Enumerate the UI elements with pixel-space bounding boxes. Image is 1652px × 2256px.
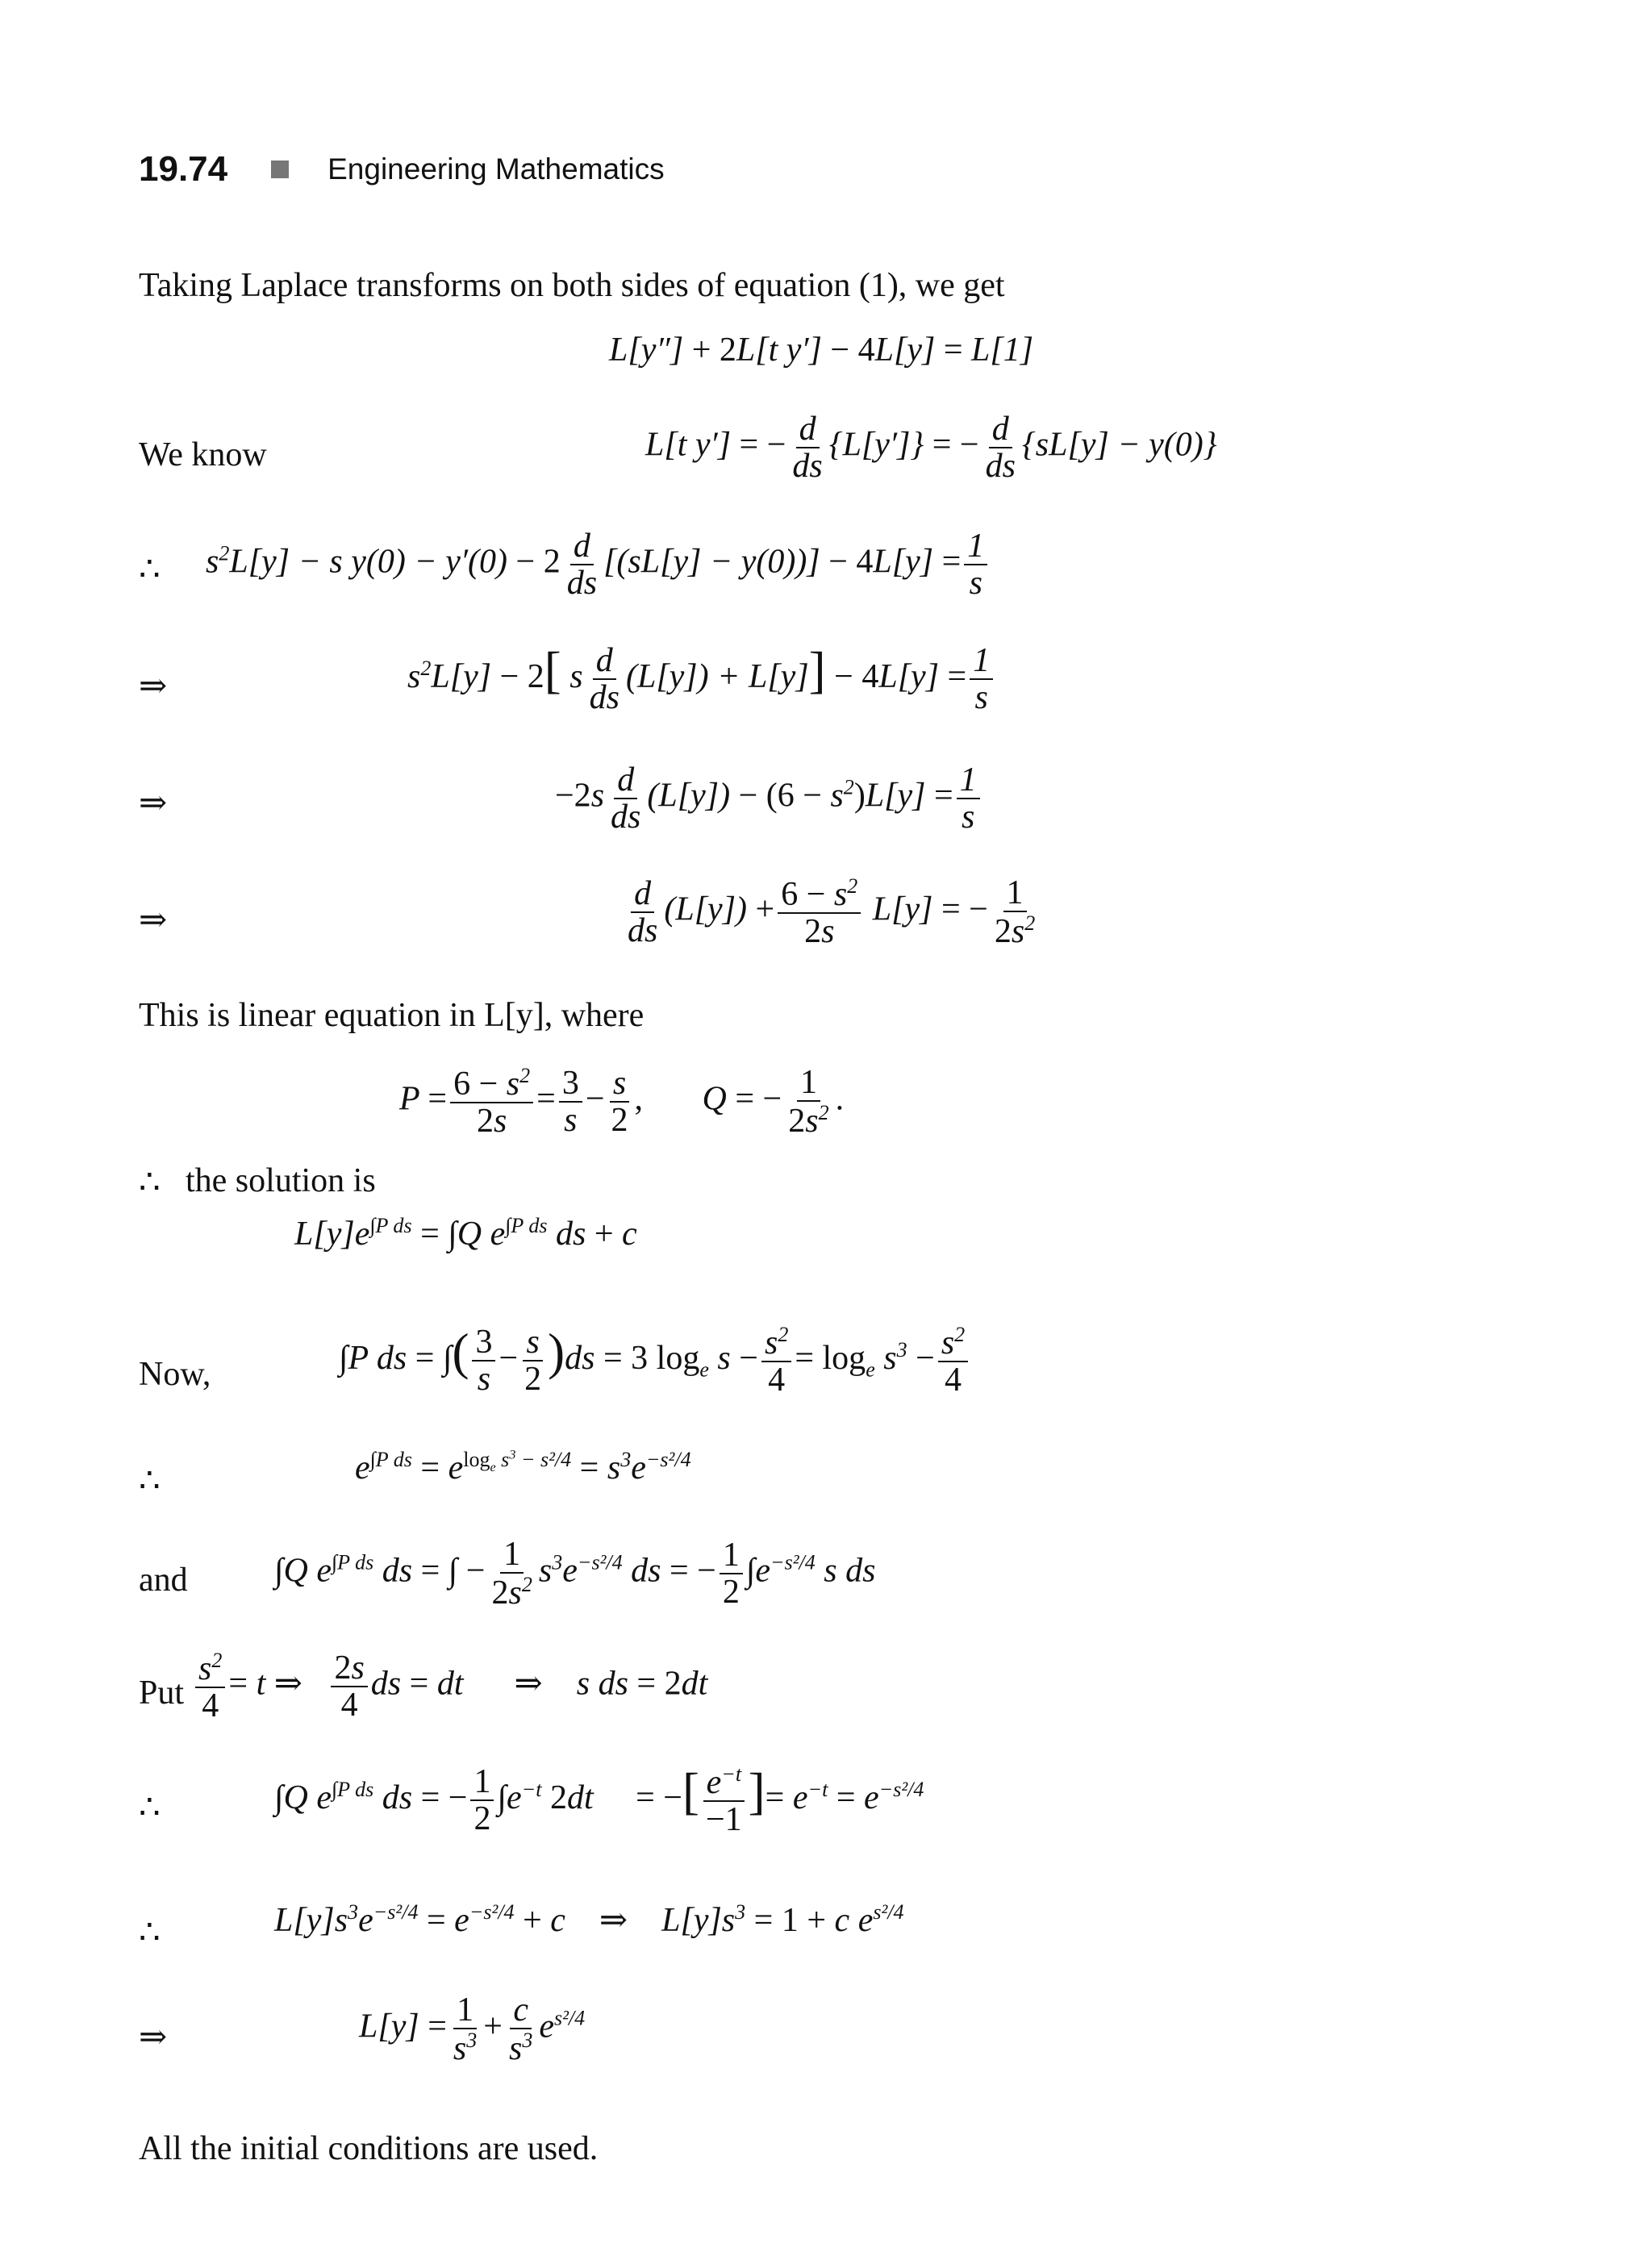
page-header <box>139 145 665 194</box>
therefore-symbol: ∴ <box>139 1789 161 1826</box>
book-title: Engineering Mathematics <box>327 152 665 186</box>
equation-final-result: L[y] = $\frac{1}{s^3}$ + $\frac{c}{s^3}$ $e^{s^2/4}$ <box>359 1991 586 2068</box>
equation-step-1: $s^2L[y] - s$ y(0) − y′(0) − 2 $\frac{d}{ds}$ [(sL[y] − y(0))] − 4L[y] = $\frac{1}{s}$ <box>206 528 991 601</box>
equation-step-4: $\frac{d}{ds}$ (L[y]) + $\frac{6 - s^2}{2s}$ L[y] = − $\frac{1}{2s^2}$ <box>628 874 1036 951</box>
implies-symbol: ⇒ <box>139 785 168 822</box>
equation-integral-q: ∫Q $e^{\int P ds}$ ds = ∫ − $\frac{1}{2s^2}$ $s^3e^{-s^2/4}$ ds = − $\frac{1}{2}$ $\int e^{-s^2/4}$ s ds <box>274 1536 876 1612</box>
equation-general-solution: $L[y]e^{\int P ds} = \int Q$ $e^{\int P ds}$ ds + c <box>294 1214 637 1253</box>
therefore-symbol: ∴ <box>139 1914 161 1951</box>
equation-p-q: P = $\frac{6 - s^2}{2s}$ = $\frac{3}{s}$ − $\frac{s}{2}$ , Q = − $\frac{1}{2s^2}$ . <box>399 1064 845 1141</box>
equation-integral-result: ∫Q $e^{\int P ds}$ ds = − $\frac{1}{2}$ $\int e^{-t}$ 2dt = −[ $\frac{e^{-t}}{-1}$ ]= $e^{-t} = e^{-s^2/4}$ <box>274 1762 924 1839</box>
equation-step-3: −2s $\frac{d}{ds}$ $(L[y]) - (6 - s^2)L[y]$ = $\frac{1}{s}$ <box>555 762 983 835</box>
page-number: 19.74 <box>139 149 228 189</box>
square-bullet-icon <box>271 161 289 178</box>
implies-symbol: ⇒ <box>139 902 168 939</box>
intro-text: Taking Laplace transforms on both sides of equation (1), we get <box>139 267 1005 304</box>
put-text: Put <box>139 1674 185 1712</box>
equation-laplace-transform: L[y″] + 2L[t y′] − 4L[y] = L[1] <box>609 332 1034 369</box>
conclusion-text: All the initial conditions are used. <box>139 2130 599 2167</box>
equation-substituted-solution: $L[y]s^3e^{-s^2/4} = e^{-s^2/4} + c$ ⇒ $L[y]s^3 = 1 + c$ $e^{s^2/4}$ <box>274 1900 904 1939</box>
equation-integrating-factor: $e^{\int P ds} = e^{log_e s^3 - s^2/4} = s^3e^{-s^2/4}$ <box>355 1448 691 1487</box>
and-text: and <box>139 1562 188 1599</box>
therefore-symbol: ∴ <box>139 1164 161 1201</box>
we-know-text: We know <box>139 436 267 473</box>
equation-integral-p: ∫P ds = ∫( $\frac{3}{s}$ − $\frac{s}{2}$ )ds = 3 $\log_e s$ − $\frac{s^2}{4}$ = $\log_e s^3$ − $\frac{s^2}{4}$ <box>339 1323 971 1398</box>
implies-symbol: ⇒ <box>139 668 168 705</box>
implies-symbol: ⇒ <box>139 2019 168 2056</box>
linear-equation-text: This is linear equation in L[y], where <box>139 997 645 1034</box>
therefore-symbol: ∴ <box>139 1462 161 1499</box>
solution-text: the solution is <box>186 1162 376 1199</box>
equation-derivative-property: L[t y′] = − $\frac{d}{ds}$ {L[y′]} = − $\frac{d}{ds}$ {sL[y] − y(0)} <box>645 411 1217 486</box>
equation-substitution: $\frac{s^2}{4}$ = t ⇒ $\frac{2s}{4}$ ds = dt ⇒ s ds = 2dt <box>192 1649 707 1724</box>
equation-step-2: $s^2L[y] - 2$[ s $\frac{d}{ds}$ (L[y]) + L[y]] − 4L[y] = $\frac{1}{s}$ <box>407 641 996 715</box>
therefore-symbol: ∴ <box>139 551 161 588</box>
now-text: Now, <box>139 1356 211 1393</box>
